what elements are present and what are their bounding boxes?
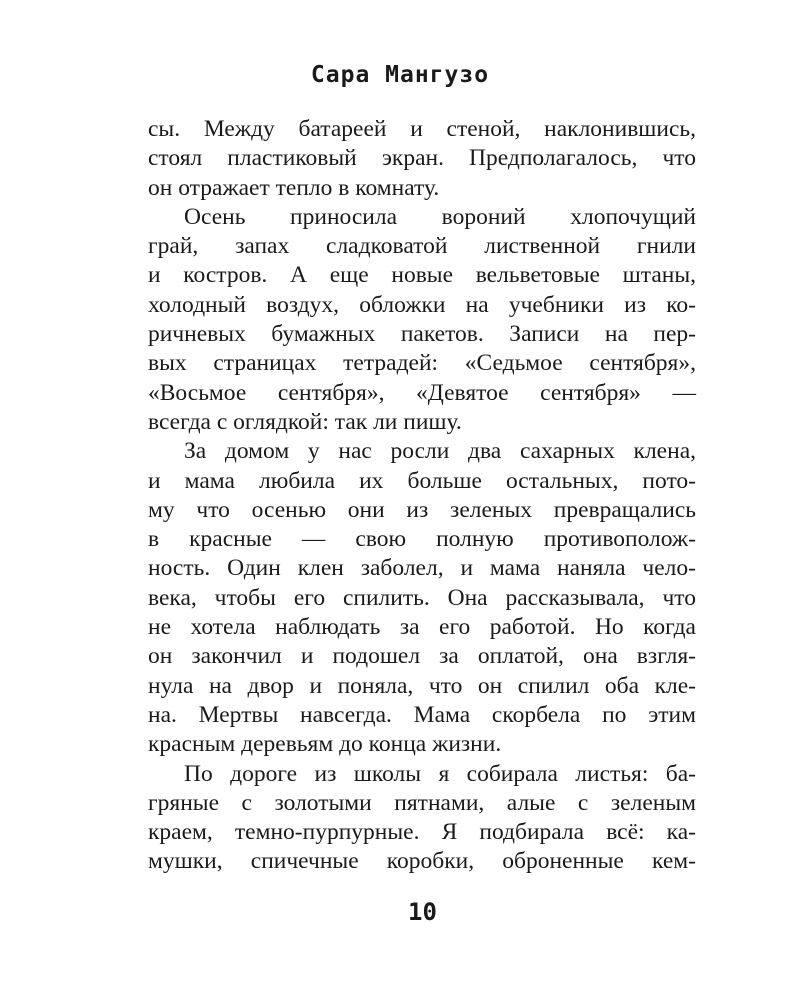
text-line: краем, темно-пурпурные. Я подбирала всё: ка- <box>148 819 696 846</box>
text-line: ричневых бумажных пакетов. Записи на пер- <box>148 321 696 348</box>
text-line: он закончил и подошел за оплатой, она взгля- <box>148 643 696 670</box>
text-line: ность. Один клен заболел, и мама наняла чело- <box>148 555 696 582</box>
paragraph <box>148 115 696 203</box>
text-line: стоял пластиковый экран. Предполагалось, что <box>148 145 696 172</box>
text-line: века, чтобы его спилить. Она рассказывала, что <box>148 584 696 611</box>
text-line: красным деревьям до конца жизни. <box>148 731 502 758</box>
text-line: не хотела наблюдать за его работой. Но когда <box>148 614 696 641</box>
text-line: холодный воздух, обложки на учебники из ко- <box>148 291 696 318</box>
text-line: сы. Между батареей и стеной, наклонившись, <box>148 116 696 142</box>
text-line: нула на двор и поняла, что он спилил оба кле- <box>148 672 696 699</box>
text-line: он отражает тепло в комнату. <box>148 174 440 201</box>
running-head: Сара Мангузо <box>310 62 490 88</box>
text-line: грай, запах сладковатой лиственной гнили <box>148 233 696 260</box>
paragraph <box>148 437 696 759</box>
text-line: По дороге из школы я собирала листья: ба- <box>184 760 696 787</box>
text-line: всегда с оглядкой: так ли пишу. <box>148 408 462 435</box>
text-line: на. Мертвы навсегда. Мама скорбела по этим <box>148 701 696 728</box>
page-number: 10 <box>408 898 437 926</box>
text-line: Осень приносила вороний хлопочущий <box>184 203 696 230</box>
text-line: гряные с золотыми пятнами, алые с зеленым <box>148 789 696 816</box>
text-line: За домом у нас росли два сахарных клена, <box>184 438 696 465</box>
text-line: «Восьмое сентября», «Девятое сентября» — <box>148 379 696 406</box>
paragraph <box>148 760 696 877</box>
text-line: вых страницах тетрадей: «Седьмое сентября», <box>148 350 696 377</box>
text-line: му что осенью они из зеленых превращались <box>148 496 696 523</box>
paragraph <box>148 203 696 437</box>
body-text <box>148 115 696 877</box>
text-line: и костров. А еще новые вельветовые штаны, <box>148 262 696 289</box>
text-line: мушки, спичечные коробки, оброненные кем- <box>148 848 696 875</box>
text-line: в красные — свою полную противополож- <box>148 526 696 553</box>
text-line: и мама любила их больше остальных, пото- <box>148 467 696 494</box>
